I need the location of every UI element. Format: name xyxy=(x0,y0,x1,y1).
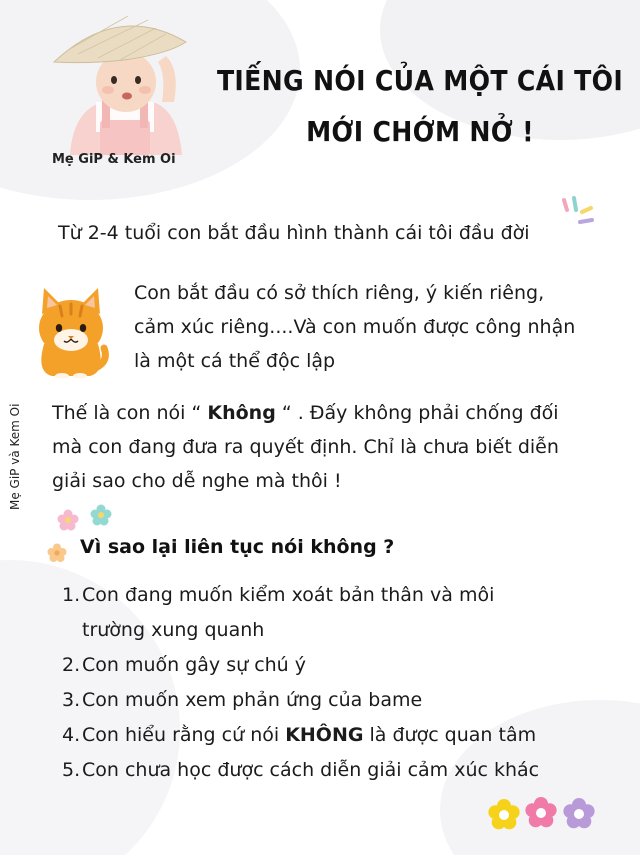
list-item-text: Con chưa học được cách diễn giải cảm xúc khác xyxy=(82,759,540,781)
baby-photo-illustration xyxy=(48,10,198,155)
list-item-text: Con muốn xem phản ứng của bame xyxy=(82,689,423,711)
side-label: Mẹ GiP và Kem Oi xyxy=(8,403,22,510)
flower-decoration-icons xyxy=(484,794,600,836)
paragraph3-line2: mà con đang đưa ra quyết định. Chỉ là chưa biết diễn xyxy=(52,436,559,458)
list-item-text: Con muốn gây sự chú ý xyxy=(82,654,307,676)
paragraph-preferences xyxy=(134,276,614,378)
paragraph2-line2: cảm xúc riêng....Và con muốn được công nhận xyxy=(134,316,576,338)
list-item-text: Con đang muốn kiểm xoát bản thân và môi xyxy=(82,584,495,606)
sparkle-decoration xyxy=(558,196,598,230)
reasons-list xyxy=(62,578,622,788)
title-line-1: TIẾNG NÓI CỦA MỘT CÁI TÔI xyxy=(216,64,624,97)
paragraph3-line1 xyxy=(52,396,612,430)
paragraph2-line1: Con bắt đầu có sở thích riêng, ý kiến riêng, xyxy=(134,282,545,304)
title-line-2: MỚI CHỚM NỞ ! xyxy=(306,115,534,148)
bold-khong: Không xyxy=(207,402,276,424)
paragraph-no xyxy=(52,396,612,498)
list-item-number: 3. xyxy=(62,689,81,711)
paragraph3-line1-before: Thế là con nói “ xyxy=(52,402,208,424)
list-item-continuation: trường xung quanh xyxy=(82,619,265,641)
list-item-number: 5. xyxy=(62,759,81,781)
small-flowers-decoration xyxy=(56,502,116,532)
list-item xyxy=(62,578,622,648)
list-item xyxy=(62,753,622,788)
section-heading: Vì sao lại liên tục nói không ? xyxy=(80,536,395,558)
bold-khong-upper: KHÔNG xyxy=(285,724,364,746)
list-item-number: 4. xyxy=(62,724,81,746)
list-item xyxy=(62,718,622,753)
brand-label: Mẹ GiP & Kem Oi xyxy=(52,152,176,167)
paragraph3-line3: giải sao cho dễ nghe mà thôi ! xyxy=(52,470,342,492)
paragraph3-line1-after: “ . Đấy không phải chống đối xyxy=(275,402,559,424)
list-item-text-before: Con hiểu rằng cứ nói xyxy=(82,724,286,746)
flower-bullet-icon xyxy=(46,542,68,564)
list-item-number: 1. xyxy=(62,584,81,606)
list-item xyxy=(62,648,622,683)
paragraph2-line3: là một cá thể độc lập xyxy=(134,350,336,372)
list-item-text-after: là được quan tâm xyxy=(363,724,537,746)
cat-icon xyxy=(30,284,112,378)
list-item xyxy=(62,683,622,718)
list-item-number: 2. xyxy=(62,654,81,676)
intro-text: Từ 2-4 tuổi con bắt đầu hình thành cái tôi đầu đời xyxy=(58,222,530,244)
